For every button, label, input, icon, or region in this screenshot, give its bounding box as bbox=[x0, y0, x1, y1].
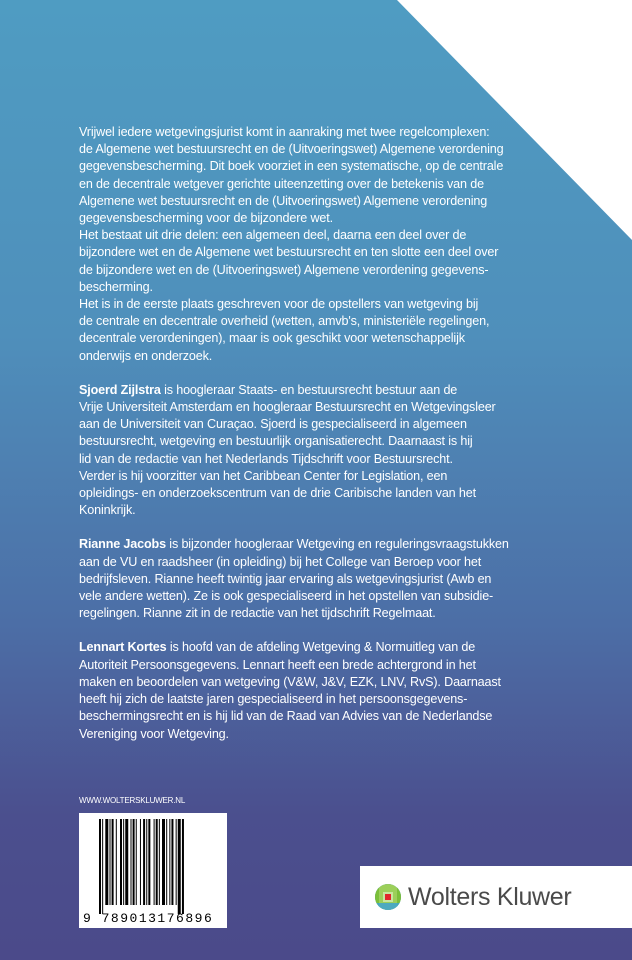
text-line: de bijzondere wet en de (Uitvoeringswet) Algemene verordening gegevens- bbox=[79, 262, 489, 277]
text-line: Verder is hij voorzitter van het Caribbean Center for Legislation, een bbox=[79, 468, 448, 483]
barcode-bar bbox=[171, 819, 173, 905]
text-line: decentrale verordeningen), maar is ook geschikt voor wetenschappelijk bbox=[79, 331, 465, 346]
barcode-bar bbox=[159, 819, 160, 905]
text-line bbox=[79, 382, 509, 399]
author-bio bbox=[79, 536, 509, 622]
wolters-kluwer-globe-icon bbox=[374, 883, 402, 911]
text-line: lid van de redactie van het Nederlands Tijdschrift voor Bestuursrecht. bbox=[79, 451, 453, 466]
text-line: regelingen. Rianne zit in de redactie van het tijdschrift Regelmaat. bbox=[79, 606, 436, 621]
text-line: opleidings- en onderzoekscentrum van de drie Caribische landen van het bbox=[79, 486, 476, 501]
barcode-bar bbox=[123, 819, 124, 905]
isbn-barcode bbox=[79, 813, 227, 928]
intro-paragraph bbox=[79, 124, 509, 365]
barcode-bar bbox=[105, 819, 108, 905]
text-line: aan de Universiteit van Curaçao. Sjoerd is gespecialiseerd in algemeen bbox=[79, 417, 467, 432]
text-line: gegevensbescherming. Dit boek voorziet in een systematische, op de centrale bbox=[79, 159, 504, 174]
text-line: heeft hij zich de laatste jaren gespecialiseerd in het persoonsgegevens- bbox=[79, 692, 468, 707]
back-cover-text bbox=[79, 124, 509, 760]
barcode-bar bbox=[176, 819, 177, 905]
text-line: en de decentrale wetgever gerichte uiteenzetting over de betekenis van de bbox=[79, 176, 484, 191]
author-bio-text: is bijzonder hoogleraar Wetgeving en reguleringsvraagstukken bbox=[165, 537, 509, 552]
barcode-bar bbox=[112, 819, 114, 905]
text-line: Algemene wet bestuursrecht en de (Uitvoeringswet) Algemene verordening bbox=[79, 193, 488, 208]
barcode-bar bbox=[148, 819, 150, 905]
text-line: onderwijs en onderzoek. bbox=[79, 348, 213, 363]
barcode-bar bbox=[110, 819, 111, 905]
text-line: bedrijfsleven. Rianne heeft twintig jaar ervaring als wetgevingsjurist (Awb en bbox=[79, 571, 492, 586]
barcode-bar bbox=[133, 819, 135, 905]
text-line: Vereniging voor Wetgeving. bbox=[79, 726, 229, 741]
barcode-bar bbox=[154, 819, 155, 905]
text-line: bestuursrecht, wetgeving en bestuurlijk organisatierecht. Daarnaast is hij bbox=[79, 434, 473, 449]
text-line: Koninkrijk. bbox=[79, 503, 136, 518]
text-line: bijzondere wet en de Algemene wet bestuursrecht en ten slotte een deel over bbox=[79, 245, 499, 260]
text-line: Vrijwel iedere wetgevingsjurist komt in aanraking met twee regelcomplexen: bbox=[79, 125, 490, 139]
barcode-bar bbox=[136, 819, 137, 905]
author-bio bbox=[79, 639, 509, 742]
publisher-logo bbox=[360, 866, 632, 928]
barcode-bar bbox=[140, 819, 141, 905]
text-line: Autoriteit Persoonsgegevens. Lennart heeft een brede achtergrond in het bbox=[79, 657, 476, 672]
text-line: vele andere wetten). Ze is ook gespecialiseerd in het opstellen van subsidie- bbox=[79, 589, 494, 604]
text-line: beschermingsrecht en is hij lid van de Raad van Advies van de Nederlandse bbox=[79, 709, 493, 724]
text-line: de Algemene wet bestuursrecht en de (Uitvoeringswet) Algemene verordening bbox=[79, 142, 504, 157]
text-line: maken en beoordelen van wetgeving (V&W, J&V, EZK, LNV, RvS). Daarnaast bbox=[79, 674, 501, 689]
publisher-name: Wolters Kluwer bbox=[408, 882, 572, 911]
isbn-lead-digit: 9 bbox=[83, 911, 93, 926]
text-line bbox=[79, 536, 509, 553]
text-line: de centrale en decentrale overheid (wetten, amvb's, ministeriële regelingen, bbox=[79, 314, 490, 329]
barcode-bar bbox=[125, 819, 128, 905]
text-line bbox=[79, 639, 509, 656]
author-name: Lennart Kortes bbox=[79, 640, 167, 655]
barcode-bar bbox=[166, 819, 167, 905]
author-bio bbox=[79, 382, 509, 520]
text-line: Vrije Universiteit Amsterdam en hoogleraar Bestuursrecht en Wetgevingsleer bbox=[79, 400, 496, 415]
text-line: aan de VU en raadsheer (in opleiding) bij het College van Beroep voor het bbox=[79, 554, 482, 569]
barcode-bar bbox=[182, 819, 184, 914]
text-line: Het is in de eerste plaats geschreven voor de opstellers van wetgeving bij bbox=[79, 297, 479, 312]
barcode-bars bbox=[99, 819, 219, 914]
isbn-digits: 789013176896 bbox=[101, 911, 214, 926]
barcode-bar bbox=[169, 819, 170, 905]
barcode-bar bbox=[156, 819, 158, 905]
barcode-bar bbox=[178, 819, 181, 914]
barcode-bar bbox=[146, 819, 147, 905]
author-name: Rianne Jacobs bbox=[79, 537, 166, 552]
author-bio-text: is hoogleraar Staats- en bestuursrecht bestuur aan de bbox=[160, 382, 458, 397]
barcode-bar bbox=[102, 819, 103, 914]
barcode-bar bbox=[120, 819, 122, 905]
barcode-bar bbox=[116, 819, 117, 905]
barcode-bar bbox=[143, 819, 145, 905]
author-name: Sjoerd Zijlstra bbox=[79, 382, 161, 397]
text-line: Het bestaat uit drie delen: een algemeen deel, daarna een deel over de bbox=[79, 228, 467, 243]
text-line: gegevensbescherming voor de bijzondere wet. bbox=[79, 211, 333, 226]
barcode-bar bbox=[131, 819, 132, 905]
isbn-number bbox=[83, 911, 213, 926]
author-bio-text: is hoofd van de afdeling Wetgeving & Normuitleg van de bbox=[166, 640, 476, 655]
barcode-bar bbox=[99, 819, 101, 914]
barcode-bar bbox=[162, 819, 165, 905]
website-url[interactable]: WWW.WOLTERSKLUWER.NL bbox=[79, 796, 186, 805]
text-line: bescherming. bbox=[79, 279, 153, 294]
